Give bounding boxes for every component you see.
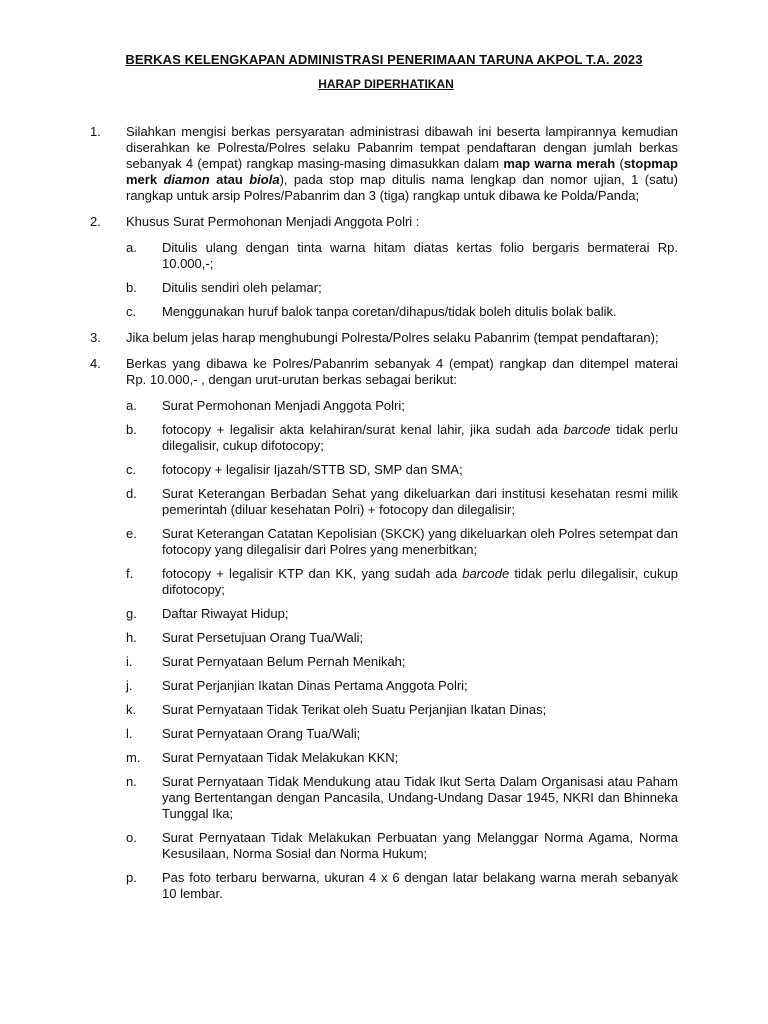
text-run: stopmap merk [126,156,678,187]
text-run: fotocopy + legalisir Ijazah/STTB SD, SMP dan SMA; [162,462,463,477]
sub-item [0,606,768,622]
item-text [126,330,659,345]
text-run: Surat Pernyataan Tidak Melakukan Perbuatan yang Melanggar Norma Agama, Norma Kesusilaan, Norma Sosial dan Norma Hukum; [162,830,678,861]
sub-item-text [162,462,463,477]
text-run: ), pada stop map ditulis nama lengkap dan nomor ujian, 1 (satu) rangkap untuk arsip Polres/Pabanrim dan 3 (tiga) rangkap untuk dibawa ke Polda/Panda; [126,172,678,203]
sub-item-text [162,240,678,271]
text-run: barcode [462,566,510,581]
sub-item-text [162,486,678,517]
sub-item-letter: a. [126,398,137,413]
sub-item [0,304,768,320]
sub-item-letter: o. [126,830,137,845]
text-run: tidak perlu dilegalisir, cukup difotocopy; [162,422,679,453]
sub-item-text [162,750,398,765]
text-run: Daftar Riwayat Hidup; [162,606,289,621]
sub-item-letter: i. [126,654,133,669]
sub-item-text [162,702,546,717]
item-number: 2. [90,214,101,229]
text-run: Ditulis sendiri oleh pelamar; [162,280,322,295]
sub-item [0,870,768,902]
sub-item-text [162,398,405,413]
text-run: Surat Pernyataan Tidak Melakukan KKN; [162,750,399,765]
text-run: map warna merah [503,156,616,171]
sub-item-text [162,526,678,557]
sub-item-letter: l. [126,726,133,741]
text-run: diamon [163,172,210,187]
sub-item-letter: d. [126,486,137,501]
sub-item [0,422,768,454]
text-run: Surat Perjanjian Ikatan Dinas Pertama Anggota Polri; [162,678,468,693]
sub-item [0,526,768,558]
text-run: barcode [563,422,611,437]
sub-item-letter: f. [126,566,134,581]
sub-item-letter: b. [126,422,137,437]
text-run: Pas foto terbaru berwarna, ukuran 4 x 6 dengan latar belakang warna merah sebanyak 10 lembar. [162,870,678,901]
sub-item-letter: a. [126,240,137,255]
sub-item [0,678,768,694]
text-run: atau [209,172,250,187]
text-run: Surat Pernyataan Tidak Terikat oleh Suatu Perjanjian Ikatan Dinas; [162,702,547,717]
spacer [0,910,768,912]
sub-item-text [162,774,678,821]
sub-item [0,240,768,272]
document-subtitle: HARAP DIPERHATIKAN [318,77,454,91]
text-run: Surat Pernyataan Orang Tua/Wali; [162,726,361,741]
sub-item-letter: p. [126,870,137,885]
sub-item-letter: n. [126,774,137,789]
sub-item-text [162,870,678,901]
sub-item-text [162,566,678,597]
sub-item [0,750,768,766]
item-text [126,356,678,387]
sub-item [0,726,768,742]
sub-item [0,398,768,414]
sub-item-letter: j. [126,678,133,693]
item-text [126,124,678,203]
text-run: Surat Pernyataan Tidak Mendukung atau Tidak Ikut Serta Dalam Organisasi atau Paham yang Bertentangan dengan Pancasila, Undang-Undang Dasar 1945, NKRI dan Bhinneka Tunggal Ika; [162,774,678,821]
item-number: 3. [90,330,101,345]
text-run: fotocopy + legalisir akta kelahiran/surat kenal lahir, jika sudah ada [162,422,564,437]
sub-item-text [162,606,288,621]
sub-item [0,830,768,862]
sub-item-letter: b. [126,280,137,295]
text-run: Menggunakan huruf balok tanpa coretan/dihapus/tidak boleh ditulis bolak balik. [162,304,617,319]
sub-item [0,462,768,478]
text-run: Ditulis ulang dengan tinta warna hitam diatas kertas folio bergaris bermaterai Rp. 10.000,-; [162,240,678,271]
text-run: Surat Persetujuan Orang Tua/Wali; [162,630,364,645]
text-run: Surat Permohonan Menjadi Anggota Polri; [162,398,405,413]
text-run: Surat Keterangan Berbadan Sehat yang dikeluarkan dari institusi kesehatan resmi milik pemerintah (diluar kesehatan Polri) + fotocopy dan dilegalisir; [162,486,678,517]
sub-item-letter: g. [126,606,137,621]
sub-item-text [162,422,678,453]
sub-item [0,280,768,296]
sub-item-text [162,678,468,693]
text-run: ( [615,156,624,171]
text-run: Surat Pernyataan Belum Pernah Menikah; [162,654,406,669]
text-run: Khusus Surat Permohonan Menjadi Anggota Polri : [126,214,420,229]
sub-item-letter: m. [126,750,141,765]
sub-item [0,654,768,670]
item-number: 4. [90,356,101,371]
text-run: Berkas yang dibawa ke Polres/Pabanrim sebanyak 4 (empat) rangkap dan ditempel materai Rp. 10.000,- , dengan urut-urutan berkas sebagai berikut: [126,356,678,387]
sub-item [0,630,768,646]
numbered-item [0,330,768,346]
text-run: Silahkan mengisi berkas persyaratan administrasi dibawah ini beserta lampirannya kemudian diserahkan ke Polresta/Polres selaku Pabanrim tempat pendaftaran dengan jumlah berkas sebanyak 4 (empat) rangkap masing-masing dimasukkan dalam [126,124,678,171]
sub-item-letter: e. [126,526,137,541]
sub-item-text [162,630,363,645]
sub-item-text [162,654,406,669]
text-run: fotocopy + legalisir KTP dan KK, yang sudah ada [162,566,463,581]
sub-item [0,702,768,718]
document-title: BERKAS KELENGKAPAN ADMINISTRASI PENERIMAAN TARUNA AKPOL T.A. 2023 [125,52,643,67]
text-run: Jika belum jelas harap menghubungi Polresta/Polres selaku Pabanrim (tempat pendaftaran); [126,330,659,345]
sub-item-letter: h. [126,630,137,645]
sub-item-text [162,726,360,741]
sub-item-letter: c. [126,304,137,319]
text-run: biola [249,172,280,187]
sub-item-text [162,304,617,319]
numbered-item [0,124,768,204]
text-run: Surat Keterangan Catatan Kepolisian (SKCK) yang dikeluarkan oleh Polres setempat dan fotocopy yang dilegalisir dari Polres yang menerbitkan; [162,526,678,557]
sub-item [0,774,768,822]
sub-item-letter: c. [126,462,137,477]
sub-item-letter: k. [126,702,137,717]
numbered-item [0,356,768,388]
sub-item [0,566,768,598]
item-text [126,214,419,229]
item-number: 1. [90,124,101,139]
numbered-item [0,214,768,230]
sub-item-text [162,830,678,861]
text-run: tidak perlu dilegalisir, cukup difotocopy; [162,566,678,597]
sub-item-text [162,280,322,295]
sub-item [0,486,768,518]
document-body [0,124,768,912]
